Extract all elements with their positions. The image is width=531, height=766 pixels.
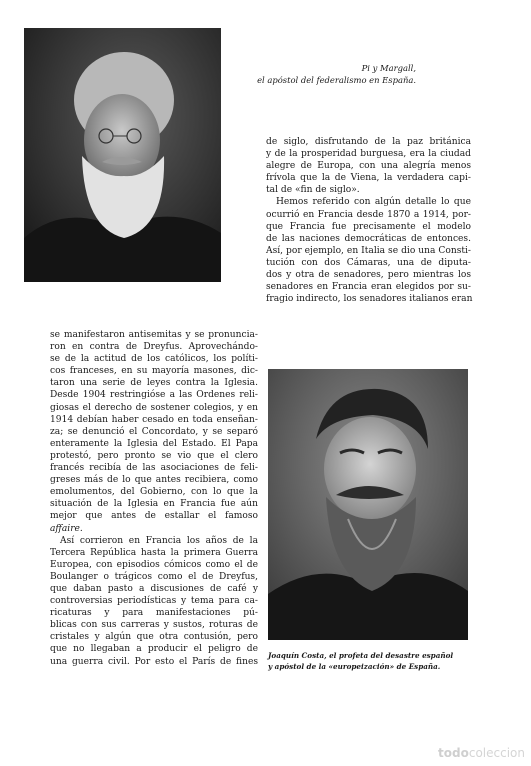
text-line: 1914 debían haber cesado en toda enseñan-: [50, 414, 258, 425]
portrait-pi-drawing: [24, 28, 221, 282]
caption-pi-y-margall: [230, 62, 416, 86]
text-line: Así, por ejemplo, en Italia se dio una Consti-: [266, 245, 471, 256]
text-line: controversias periodísticas y tema para ca-: [50, 596, 258, 607]
caption-costa-text-c: español: [422, 651, 454, 660]
portrait-pi-y-margall: [24, 28, 221, 282]
portrait-costa-drawing: [268, 369, 468, 640]
text-line: cos franceses, en su mayoría masones, dic-: [50, 366, 258, 377]
text-line: dos y otra de senadores, pero mientras los: [266, 270, 471, 281]
caption-costa-text-a: Joaquín Costa, el profeta del: [268, 651, 383, 660]
text-line: ricaturas y para manifestaciones pú-: [50, 608, 258, 619]
text-line: y de la prosperidad burguesa, era la ciudad: [266, 149, 471, 160]
watermark: [438, 746, 525, 760]
text-line: Desde 1904 restringióse a las Ordenes reli-: [50, 390, 258, 401]
text-line: Boulanger o trágicos como el de Dreyfus,: [50, 571, 258, 582]
text-line: alegre de Europa, con una alegría menos: [266, 161, 471, 172]
text-line: tal de «fin de siglo».: [266, 185, 360, 196]
caption-pi-line-2: el apóstol del federalismo en España.: [257, 75, 416, 85]
text-line: za; se denunció el Concordato, y se separó: [50, 426, 258, 437]
text-line: ron en contra de Dreyfus. Aprovechándo-: [50, 342, 258, 353]
text-column-left: [50, 329, 258, 668]
text-line: francés recibía de las asociaciones de feli-: [50, 463, 258, 474]
text-line: de las naciones democráticas de entonces.: [266, 233, 471, 244]
watermark-brand: todo: [438, 746, 469, 760]
text-line: Así corrieron en Francia los años de la: [60, 535, 258, 546]
caption-pi-line-1: Pi y Margall,: [361, 63, 416, 73]
text-line: senadores en Francia eran elegidos por su-: [266, 282, 471, 293]
text-line: Europea, con episodios cómicos como el de: [50, 559, 258, 570]
text-line: emolumentos, del Gobierno, con lo que la: [50, 487, 258, 498]
text-line: taron una serie de leyes contra la Iglesia.: [50, 378, 258, 389]
text-line: que no llegaban a producir el peligro de: [50, 644, 258, 655]
caption-costa-line-1: [268, 650, 470, 661]
text-line: se de la actitud de los católicos, los políti-: [50, 354, 258, 365]
text-line: greses más de lo que antes recibiera, como: [50, 475, 258, 486]
text-line: de siglo, disfrutando de la paz británica: [266, 137, 471, 147]
portrait-joaquin-costa: [268, 369, 468, 640]
text-line: mejor que antes de estallar el famoso: [50, 511, 258, 522]
text-line: frívola que la de Viena, la verdadera capi-: [266, 173, 471, 184]
caption-costa-line-2: y apóstol de la «europeización» de España.: [268, 662, 441, 671]
watermark-rest: coleccion: [468, 746, 525, 760]
text-column-right: [266, 136, 471, 305]
text-line: blicas con sus carreras y sustos, roturas de: [50, 620, 258, 631]
text-line: enteramente la Iglesia del Estado. El Papa: [50, 438, 258, 449]
text-line: protestó, pero pronto se vio que el clero: [50, 450, 258, 461]
text-line: fragio indirecto, los senadores italianos eran: [266, 294, 473, 305]
text-line: que daban pasto a discusiones de café y: [50, 583, 258, 594]
caption-costa-italic: desastre: [385, 651, 420, 660]
text-line: affaire.: [50, 523, 83, 534]
text-line: Hemos referido con algún detalle lo que: [276, 197, 471, 208]
text-line: Tercera República hasta la primera Guerra: [50, 547, 258, 558]
text-line: tución con dos Cámaras, una de diputa-: [266, 257, 471, 268]
text-line: una guerra civil. Por esto el París de fines: [50, 656, 258, 667]
text-line: cristales y algún que otra contusión, pero: [50, 632, 258, 643]
caption-joaquin-costa: [268, 650, 470, 672]
text-line: ocurrió en Francia desde 1870 a 1914, por-: [266, 209, 471, 220]
text-line: que Francia fue precisamente el modelo: [266, 221, 471, 232]
text-line: situación de la Iglesia en Francia fue aún: [50, 499, 258, 510]
text-line: se manifestaron antisemitas y se pronuncia-: [50, 330, 258, 340]
text-line: giosas el derecho de sostener colegios, y en: [50, 402, 258, 413]
